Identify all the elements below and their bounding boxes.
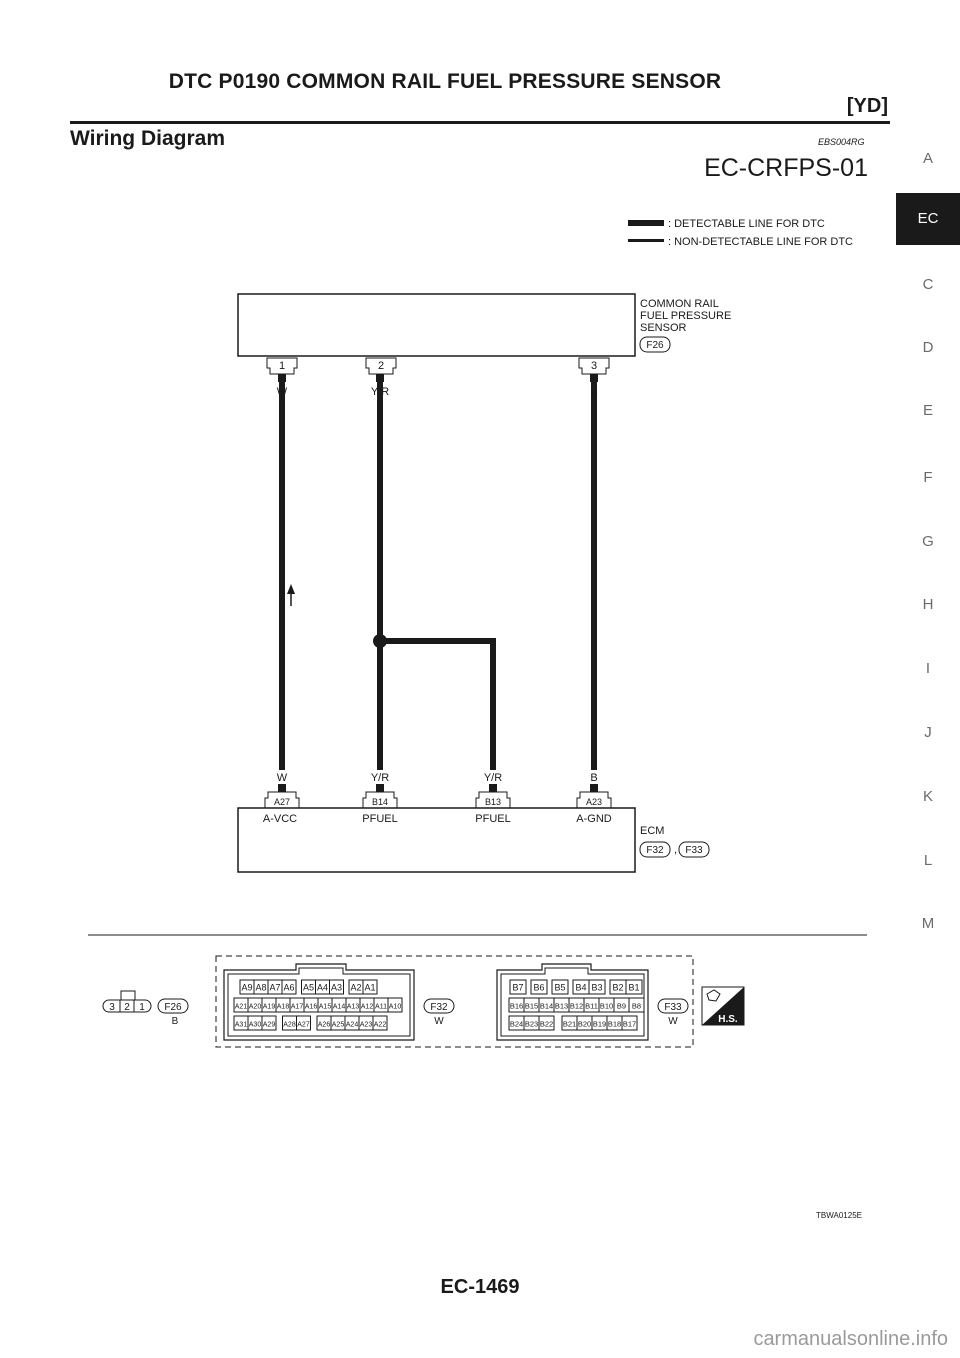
connector-cavity-label: A16 xyxy=(304,1003,318,1011)
side-index-item-l[interactable]: L xyxy=(923,852,933,869)
connector-cavity-label: A26 xyxy=(317,1021,331,1029)
f32-cells xyxy=(234,980,402,1030)
ecm-signal-a-vcc: A-VCC xyxy=(262,813,298,825)
f26-pin-2: 2 xyxy=(124,1002,130,1013)
connector-cavity-label: A12 xyxy=(360,1003,374,1011)
connector-cavity-label: B19 xyxy=(592,1019,607,1029)
connector-cavity-label: B1 xyxy=(628,982,640,993)
ecm-terminal-b13: B13 xyxy=(484,797,502,807)
ecm-connector-f33: F33 xyxy=(685,845,703,856)
side-index-item-m[interactable]: M xyxy=(921,915,935,932)
ecm-signal-a-gnd: A-GND xyxy=(576,813,612,825)
f32-id: F32 xyxy=(430,1002,448,1013)
f26-key xyxy=(121,991,135,1000)
legend xyxy=(628,218,853,248)
wire-b-stub-bottom xyxy=(590,784,598,792)
f26-pin-1: 1 xyxy=(139,1002,145,1013)
hs-badge xyxy=(702,987,744,1025)
connector-cavity-label: A2 xyxy=(350,982,362,993)
side-index-item-ec[interactable]: EC xyxy=(896,193,960,245)
watermark: carmanualsonline.info xyxy=(753,1328,948,1350)
legend-non-detectable-line xyxy=(628,239,664,242)
connector-cavity-label: B17 xyxy=(622,1019,637,1029)
hs-badge-label: H.S. xyxy=(718,1014,738,1025)
connector-cavity-label: B9 xyxy=(616,1001,627,1011)
connector-cavity-label: A28 xyxy=(283,1021,296,1029)
connector-cavity-label: A27 xyxy=(297,1021,310,1029)
connector-cavity-label: B22 xyxy=(539,1019,554,1029)
connector-cavity-label: B2 xyxy=(612,982,624,993)
connector-cavity-label: B12 xyxy=(569,1001,584,1011)
connector-cavity-label: A24 xyxy=(345,1021,359,1029)
diagram-id: EC-CRFPS-01 xyxy=(704,154,868,182)
connector-cavity-label: B7 xyxy=(512,982,524,993)
connector-cavity-label: A5 xyxy=(302,982,315,993)
f26-pin-3: 3 xyxy=(109,1002,115,1013)
side-index-item-f[interactable]: F xyxy=(923,469,933,486)
wire-b-stub-top xyxy=(590,374,598,382)
connector-cavity-label: A29 xyxy=(262,1021,276,1029)
sensor-connector-label: F26 xyxy=(646,340,664,351)
connector-cavity-label: B6 xyxy=(533,982,545,993)
connector-cavity-label: B23 xyxy=(524,1019,539,1029)
side-index-item-e[interactable]: E xyxy=(922,402,933,419)
ecm-name: ECM xyxy=(640,825,665,837)
connector-cavity-label: B24 xyxy=(509,1019,524,1029)
ecm-terminal-a27: A27 xyxy=(273,797,291,807)
side-index-item-d[interactable]: D xyxy=(922,339,934,356)
connector-view-f33 xyxy=(497,964,688,1040)
connector-cavity-label: A20 xyxy=(248,1003,262,1011)
ecm-signal-pfuel-1: PFUEL xyxy=(362,813,398,825)
connector-cavity-label: A31 xyxy=(234,1021,248,1029)
side-index-item-g[interactable]: G xyxy=(922,533,934,550)
connector-cavity-label: B14 xyxy=(539,1001,554,1011)
sensor-wire-color-1: W xyxy=(276,386,288,398)
wire-yr-stub-top xyxy=(376,374,384,382)
side-index-item-i[interactable]: I xyxy=(925,660,931,677)
section-title: Wiring Diagram xyxy=(70,127,225,150)
ecm-wire-colors xyxy=(277,772,598,784)
side-index-item-j[interactable]: J xyxy=(924,724,932,741)
connector-cavity-label: A10 xyxy=(388,1003,402,1011)
connector-cavity-label: B20 xyxy=(577,1019,592,1029)
page-header-subtitle: [YD] xyxy=(846,95,888,117)
ecm-signal-pfuel-2: PFUEL xyxy=(475,813,511,825)
wire-yr2-stub-bottom xyxy=(489,784,497,792)
connector-cavity-label: A1 xyxy=(364,982,376,993)
ecm-connector-f32: F32 xyxy=(646,845,664,856)
connector-cavity-label: B10 xyxy=(599,1001,614,1011)
connector-cavity-label: A3 xyxy=(330,982,343,993)
f33-id: F33 xyxy=(664,1002,682,1013)
direction-arrow xyxy=(287,584,295,606)
ecm-wire-color-1: W xyxy=(276,772,288,784)
sensor-name-line2: FUEL PRESSURE xyxy=(640,310,732,322)
sensor-name-line1: COMMON RAIL xyxy=(640,298,719,310)
wire-w-stub-top xyxy=(278,374,286,382)
connector-cavity-label: B21 xyxy=(562,1019,577,1029)
ecm-wire-color-2: Y/R xyxy=(370,772,390,784)
connector-cavity-label: A18 xyxy=(276,1003,290,1011)
sensor-pins xyxy=(267,358,609,398)
f26-color: B xyxy=(171,1016,179,1027)
connector-cavity-label: A23 xyxy=(359,1021,373,1029)
connector-cavity-label: A14 xyxy=(332,1003,346,1011)
connector-cavity-label: A9 xyxy=(241,982,253,993)
ecm-connector-separator: , xyxy=(674,844,678,856)
ecm-wire-color-4: B xyxy=(590,772,598,784)
sensor-wire-color-2: Y/R xyxy=(370,386,390,398)
ecm-wire-color-3: Y/R xyxy=(483,772,503,784)
fuel-pressure-sensor xyxy=(238,294,731,356)
sensor-pin-1: 1 xyxy=(278,360,286,372)
connector-cavity-label: A7 xyxy=(269,982,281,993)
connector-cavity-label: B4 xyxy=(575,982,587,993)
wire-w-stub-bottom xyxy=(278,784,286,792)
connector-cavity-label: B15 xyxy=(524,1001,539,1011)
connector-cavity-label: B5 xyxy=(554,982,566,993)
section-code: EBS004RG xyxy=(818,137,865,147)
wire-yr-branch xyxy=(380,641,493,770)
connector-cavity-label: A11 xyxy=(375,1003,387,1011)
figure-code: TBWA0125E xyxy=(816,1211,862,1220)
connector-view-f26 xyxy=(103,991,188,1027)
connector-cavity-label: B3 xyxy=(591,982,603,993)
connector-cavity-label: A6 xyxy=(283,982,295,993)
page-number: EC-1469 xyxy=(440,1276,520,1298)
wires xyxy=(282,374,594,770)
side-index-item-a[interactable]: A xyxy=(922,150,933,167)
sensor-box xyxy=(238,294,635,356)
side-index-item-k[interactable]: K xyxy=(922,788,933,805)
connector-cavity-label: B16 xyxy=(509,1001,524,1011)
connector-view-f32 xyxy=(224,964,454,1040)
f33-color: W xyxy=(668,1016,678,1027)
sensor-name-line3: SENSOR xyxy=(640,322,687,334)
ecm-terminal-b14: B14 xyxy=(371,797,389,807)
side-index-item-h[interactable]: H xyxy=(922,596,934,613)
connector-cavity-label: A13 xyxy=(346,1003,360,1011)
legend-detectable-line xyxy=(628,220,664,226)
sensor-wire-color-3: B xyxy=(590,386,598,398)
connector-cavity-label: A25 xyxy=(331,1021,345,1029)
connector-cavity-label: A4 xyxy=(316,982,329,993)
connector-cavity-label: A15 xyxy=(318,1003,332,1011)
connector-cavity-label: A17 xyxy=(290,1003,304,1011)
page-header-title: DTC P0190 COMMON RAIL FUEL PRESSURE SENSOR xyxy=(168,70,722,93)
connector-cavity-label: B18 xyxy=(607,1019,622,1029)
sensor-pin-3: 3 xyxy=(590,360,598,372)
connector-cavity-label: A22 xyxy=(373,1021,387,1029)
splice-point xyxy=(373,634,387,648)
legend-detectable-text: : DETECTABLE LINE FOR DTC xyxy=(668,218,825,230)
side-index-item-c[interactable]: C xyxy=(922,276,934,293)
f26-id: F26 xyxy=(164,1002,182,1013)
connector-cavity-label: B11 xyxy=(585,1001,598,1011)
connector-cavity-label: A30 xyxy=(248,1021,262,1029)
ecm-terminal-a23: A23 xyxy=(585,797,603,807)
connector-cavity-label: B13 xyxy=(554,1001,569,1011)
connector-cavity-label: A19 xyxy=(262,1003,276,1011)
legend-non-detectable-text: : NON-DETECTABLE LINE FOR DTC xyxy=(668,236,853,248)
connector-cavity-label: A8 xyxy=(255,982,267,993)
connector-cavity-label: B8 xyxy=(631,1001,642,1011)
sensor-pin-2: 2 xyxy=(377,360,385,372)
ecm-terminals xyxy=(265,792,611,808)
f32-color: W xyxy=(434,1016,444,1027)
connector-cavity-label: A21 xyxy=(234,1003,248,1011)
wire-yr-stub-bottom xyxy=(376,784,384,792)
ecm xyxy=(238,808,709,872)
f33-cells xyxy=(509,980,644,1030)
